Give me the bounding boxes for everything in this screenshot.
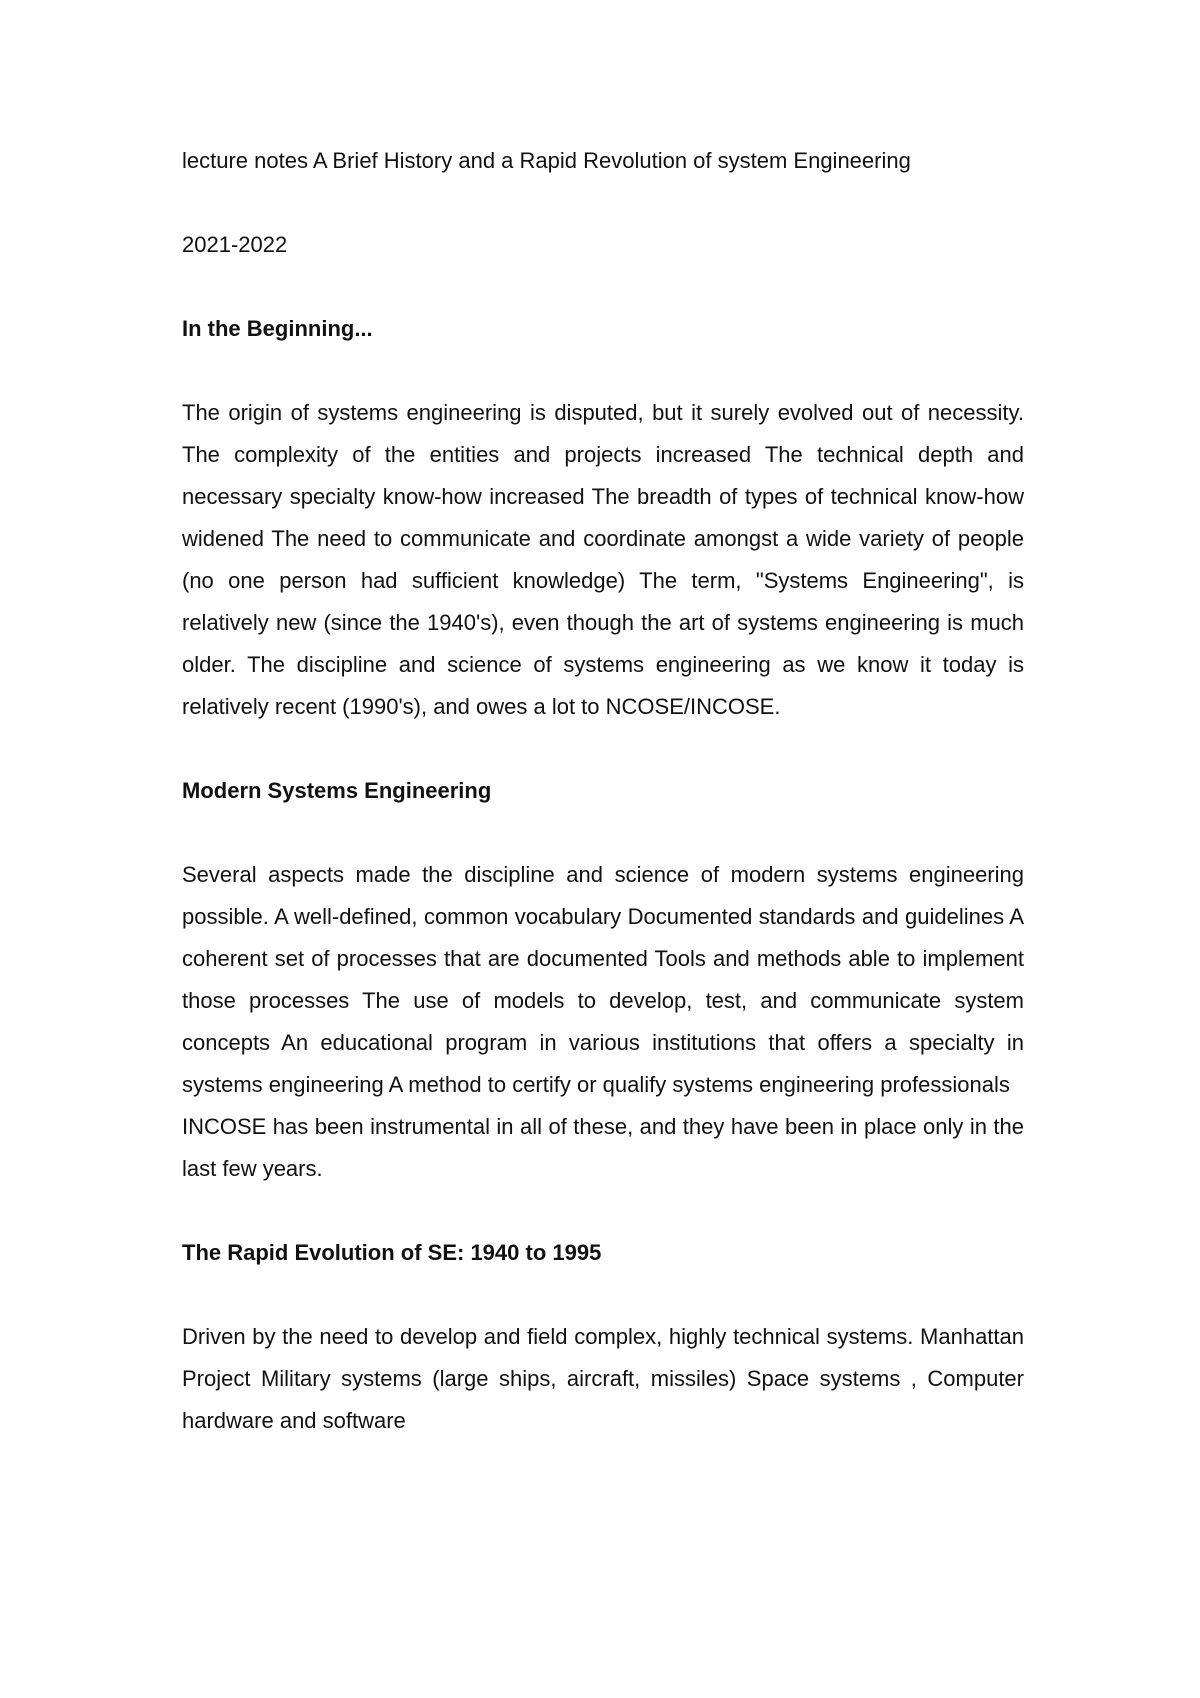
document-title: lecture notes A Brief History and a Rapid Revolution of system Engineering: [182, 148, 911, 173]
document-year: 2021-2022: [182, 232, 288, 257]
section-paragraph: Several aspects made the discipline and science of modern systems engineering possible. A well-defined, common vocabulary Documented standards and guidelines A coherent set of processes that are documented Tools and methods able to implement those processes The use of models to develop, test, and communicate system concepts An educational program in various institutions that offers a specialty in systems engineering A method to certify or qualify systems engineering professionals: [182, 862, 1024, 1097]
section-heading: Modern Systems Engineering: [182, 778, 492, 803]
section-heading: The Rapid Evolution of SE: 1940 to 1995: [182, 1240, 602, 1265]
section-paragraph: The origin of systems engineering is disputed, but it surely evolved out of necessity. The complexity of the entities and projects increased The technical depth and necessary specialty know-how increased The breadth of types of technical know-how widened The need to communicate and coordinate amongst a wide variety of people (no one person had sufficient knowledge) The term, "Systems Engineering", is relatively new (since the 1940's), even though the art of systems engineering is much older. The discipline and science of systems engineering as we know it today is relatively recent (1990's), and owes a lot to NCOSE/INCOSE.: [182, 400, 1024, 719]
section-paragraph: INCOSE has been instrumental in all of these, and they have been in place only in the last few years.: [182, 1114, 1024, 1181]
section-heading: In the Beginning...: [182, 316, 373, 341]
document-page: [182, 140, 1024, 1484]
section-in-the-beginning: [182, 308, 1024, 728]
section-modern-systems-engineering: [182, 770, 1024, 1190]
section-rapid-evolution: [182, 1232, 1024, 1442]
section-paragraph: Driven by the need to develop and field complex, highly technical systems. Manhattan Project Military systems (large ships, aircraft, missiles) Space systems , Computer hardware and software: [182, 1324, 1024, 1433]
